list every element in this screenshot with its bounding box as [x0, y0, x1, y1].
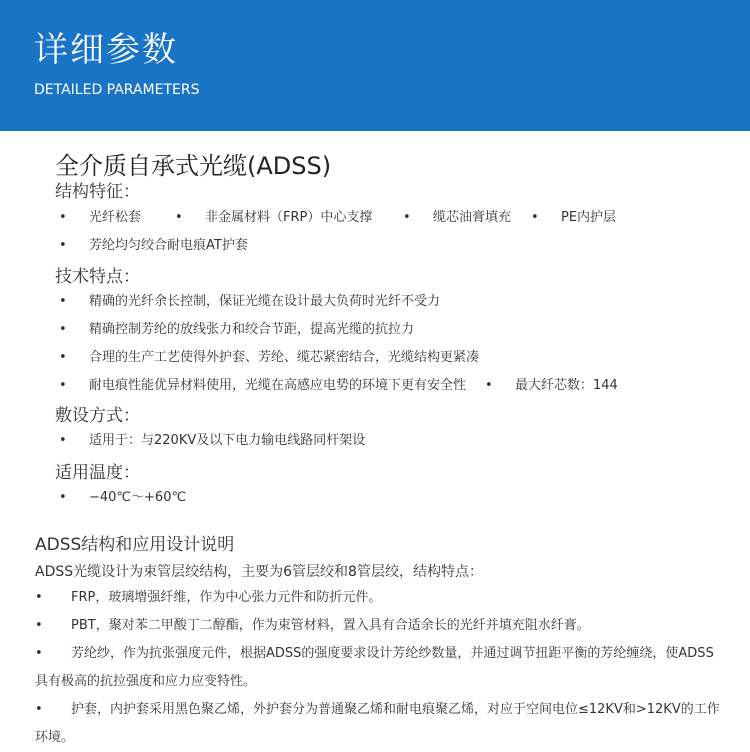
bullet: • — [531, 210, 539, 225]
technical-item: 精确控制芳纶的放线张力和绞合节距，提高光缆的抗拉力 — [89, 322, 415, 337]
technical-item: 耐电痕性能优异材料使用，光缆在高感应电势的环境下更有安全性 — [89, 378, 467, 393]
temperature-item: −40℃～+60℃ — [89, 490, 187, 505]
technical-item: 合理的生产工艺使得外护套、芳纶、缆芯紧密结合，光缆结构更紧凑 — [89, 350, 480, 365]
structure-feature: PE内护层 — [561, 210, 617, 225]
structure-feature: 缆芯油膏填充 — [433, 210, 512, 225]
temperature-heading: 适用温度： — [55, 463, 140, 483]
bullet: • — [35, 702, 43, 717]
design-item-text: 护套，内护套采用黑色聚乙烯，外护套分为普通聚乙烯和耐电痕聚乙烯，对应于空间电位≤12KV和>12KV的工作环境。 — [35, 702, 720, 745]
design-intro: ADSS光缆设计为束管层绞结构，主要为6管层绞和8管层绞，结构特点： — [35, 564, 483, 580]
laying-heading: 敷设方式： — [55, 406, 140, 426]
design-item-text: 芳纶纱，作为抗张强度元件，根据ADSS的强度要求设计芳纶纱数量，并通过调节扭距平衡的芳纶缠绕，使ADSS具有极高的抗拉强度和应力应变特性。 — [35, 646, 714, 689]
design-item — [35, 612, 725, 640]
bullet: • — [59, 350, 67, 365]
bullet: • — [35, 590, 43, 605]
structure-heading: 结构特征： — [55, 182, 140, 202]
structure-feature: 芳纶均匀绞合耐电痕AT护套 — [89, 238, 248, 253]
design-item-text: FRP，玻璃增强纤维，作为中心张力元件和防折元件。 — [71, 590, 382, 605]
bullet: • — [59, 322, 67, 337]
design-item — [35, 696, 725, 752]
bullet: • — [175, 210, 183, 225]
bullet: • — [35, 618, 43, 633]
design-item — [35, 584, 725, 612]
bullet: • — [59, 378, 67, 393]
technical-heading: 技术特点： — [55, 267, 140, 287]
banner-subtitle: DETAILED PARAMETERS — [34, 82, 200, 98]
design-item-text: PBT，聚对苯二甲酸丁二醇酯，作为束管材料，置入具有合适余长的光纤并填充阻水纤膏。 — [71, 618, 590, 633]
structure-feature: 非金属材料（FRP）中心支撑 — [205, 210, 373, 225]
banner-title: 详细参数 — [34, 30, 178, 70]
bullet: • — [485, 378, 493, 393]
bullet: • — [59, 238, 67, 253]
bullet: • — [35, 646, 43, 661]
laying-item: 适用于：与220KV及以下电力输电线路同杆架设 — [89, 433, 366, 448]
design-item — [35, 640, 725, 696]
bullet: • — [403, 210, 411, 225]
bullet: • — [59, 210, 67, 225]
technical-item-max-fibers: 最大纤芯数：144 — [515, 378, 618, 393]
bullet: • — [59, 294, 67, 309]
product-title: 全介质自承式光缆(ADSS) — [55, 152, 332, 180]
technical-item: 精确的光纤余长控制，保证光缆在设计最大负荷时光纤不受力 — [89, 294, 441, 309]
header-banner — [0, 0, 750, 131]
bullet: • — [59, 433, 67, 448]
bullet: • — [59, 490, 67, 505]
structure-feature: 光纤松套 — [89, 210, 142, 225]
design-title: ADSS结构和应用设计说明 — [35, 535, 235, 555]
